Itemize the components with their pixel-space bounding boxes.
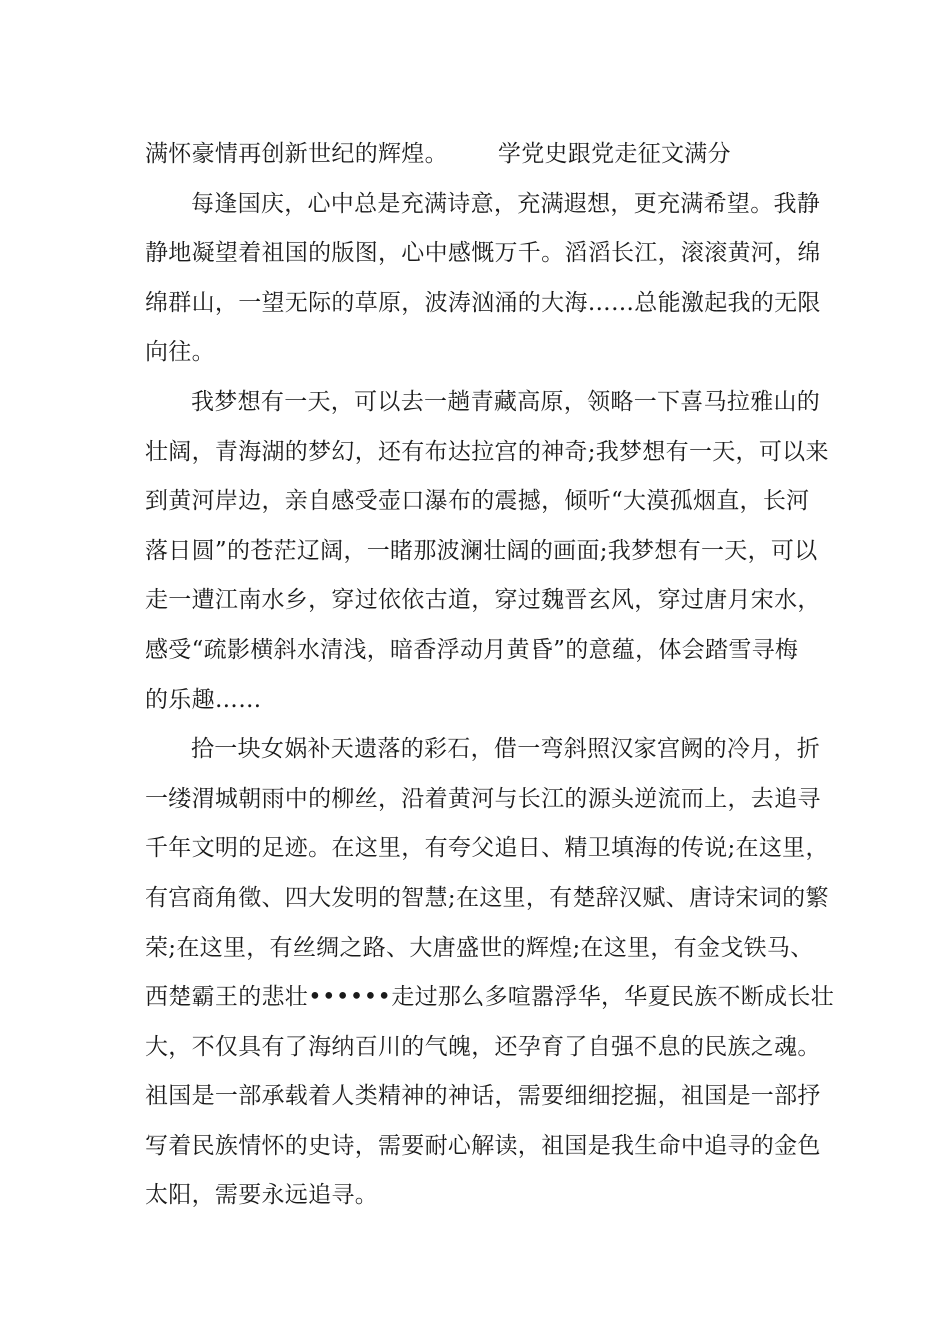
paragraph-3 [145, 725, 834, 1221]
paragraph-line: 一缕渭城朝雨中的柳丝，沿着黄河与长江的源头逆流而上，去追寻 [145, 785, 821, 812]
document-body [145, 130, 834, 1221]
paragraph-line: 走一遭江南水乡，穿过依依古道，穿过魏晋玄风，穿过唐月宋水， [145, 587, 821, 614]
opening-line [145, 130, 815, 180]
paragraph-line: 的乐趣…… [145, 686, 262, 713]
paragraph-line: 太阳，需要永远追寻。 [145, 1182, 378, 1209]
paragraph-line: 静地凝望着祖国的版图，心中感慨万千。滔滔长江，滚滚黄河，绵 [145, 240, 821, 267]
paragraph-line: 荣;在这里，有丝绸之路、大唐盛世的辉煌;在这里，有金戈铁马、 [145, 934, 814, 961]
paragraph-line: 大，不仅具有了海纳百川的气魄，还孕育了自强不息的民族之魂。 [145, 1033, 821, 1060]
paragraph-line: 壮阔，青海湖的梦幻，还有布达拉宫的神奇;我梦想有一天，可以来 [145, 438, 829, 465]
paragraph-line: 写着民族情怀的史诗，需要耐心解读，祖国是我生命中追寻的金色 [145, 1132, 821, 1159]
paragraph-line: 每逢国庆，心中总是充满诗意，充满遐想，更充满希望。我静 [191, 190, 821, 217]
paragraph-2 [145, 378, 829, 725]
paragraph-line: 西楚霸王的悲壮••••••走过那么多喧嚣浮华，华夏民族不断成长壮 [145, 984, 834, 1011]
opening-line-left: 满怀豪情再创新世纪的辉煌。 [145, 141, 448, 167]
paragraph-line: 绵群山，一望无际的草原，波涛汹涌的大海……总能激起我的无限 [145, 289, 821, 316]
paragraph-line: 拾一块女娲补天遗落的彩石，借一弯斜照汉家宫阙的冷月，折 [191, 736, 821, 763]
opening-line-text [145, 130, 815, 180]
document-heading: 学党史跟党走征文满分 [497, 141, 731, 167]
paragraph-line: 感受“疏影横斜水清浅，暗香浮动月黄昏”的意蕴，体会踏雪寻梅 [145, 636, 799, 663]
paragraph-line: 千年文明的足迹。在这里，有夸父追日、精卫填海的传说;在这里， [145, 835, 829, 862]
paragraph-line: 到黄河岸边，亲自感受壶口瀑布的震撼，倾听“大漠孤烟直，长河 [145, 488, 810, 515]
paragraph-line: 向往。 [145, 339, 215, 366]
paragraph-line: 有宫商角徵、四大发明的智慧;在这里，有楚辞汉赋、唐诗宋词的繁 [145, 884, 829, 911]
paragraph-line: 我梦想有一天，可以去一趟青藏高原，领略一下喜马拉雅山的 [191, 388, 821, 415]
paragraph-1 [145, 180, 821, 378]
paragraph-line: 落日圆”的苍茫辽阔，一睹那波澜壮阔的画面;我梦想有一天，可以 [145, 537, 818, 564]
paragraph-line: 祖国是一部承载着人类精神的神话，需要细细挖掘，祖国是一部抒 [145, 1083, 821, 1110]
